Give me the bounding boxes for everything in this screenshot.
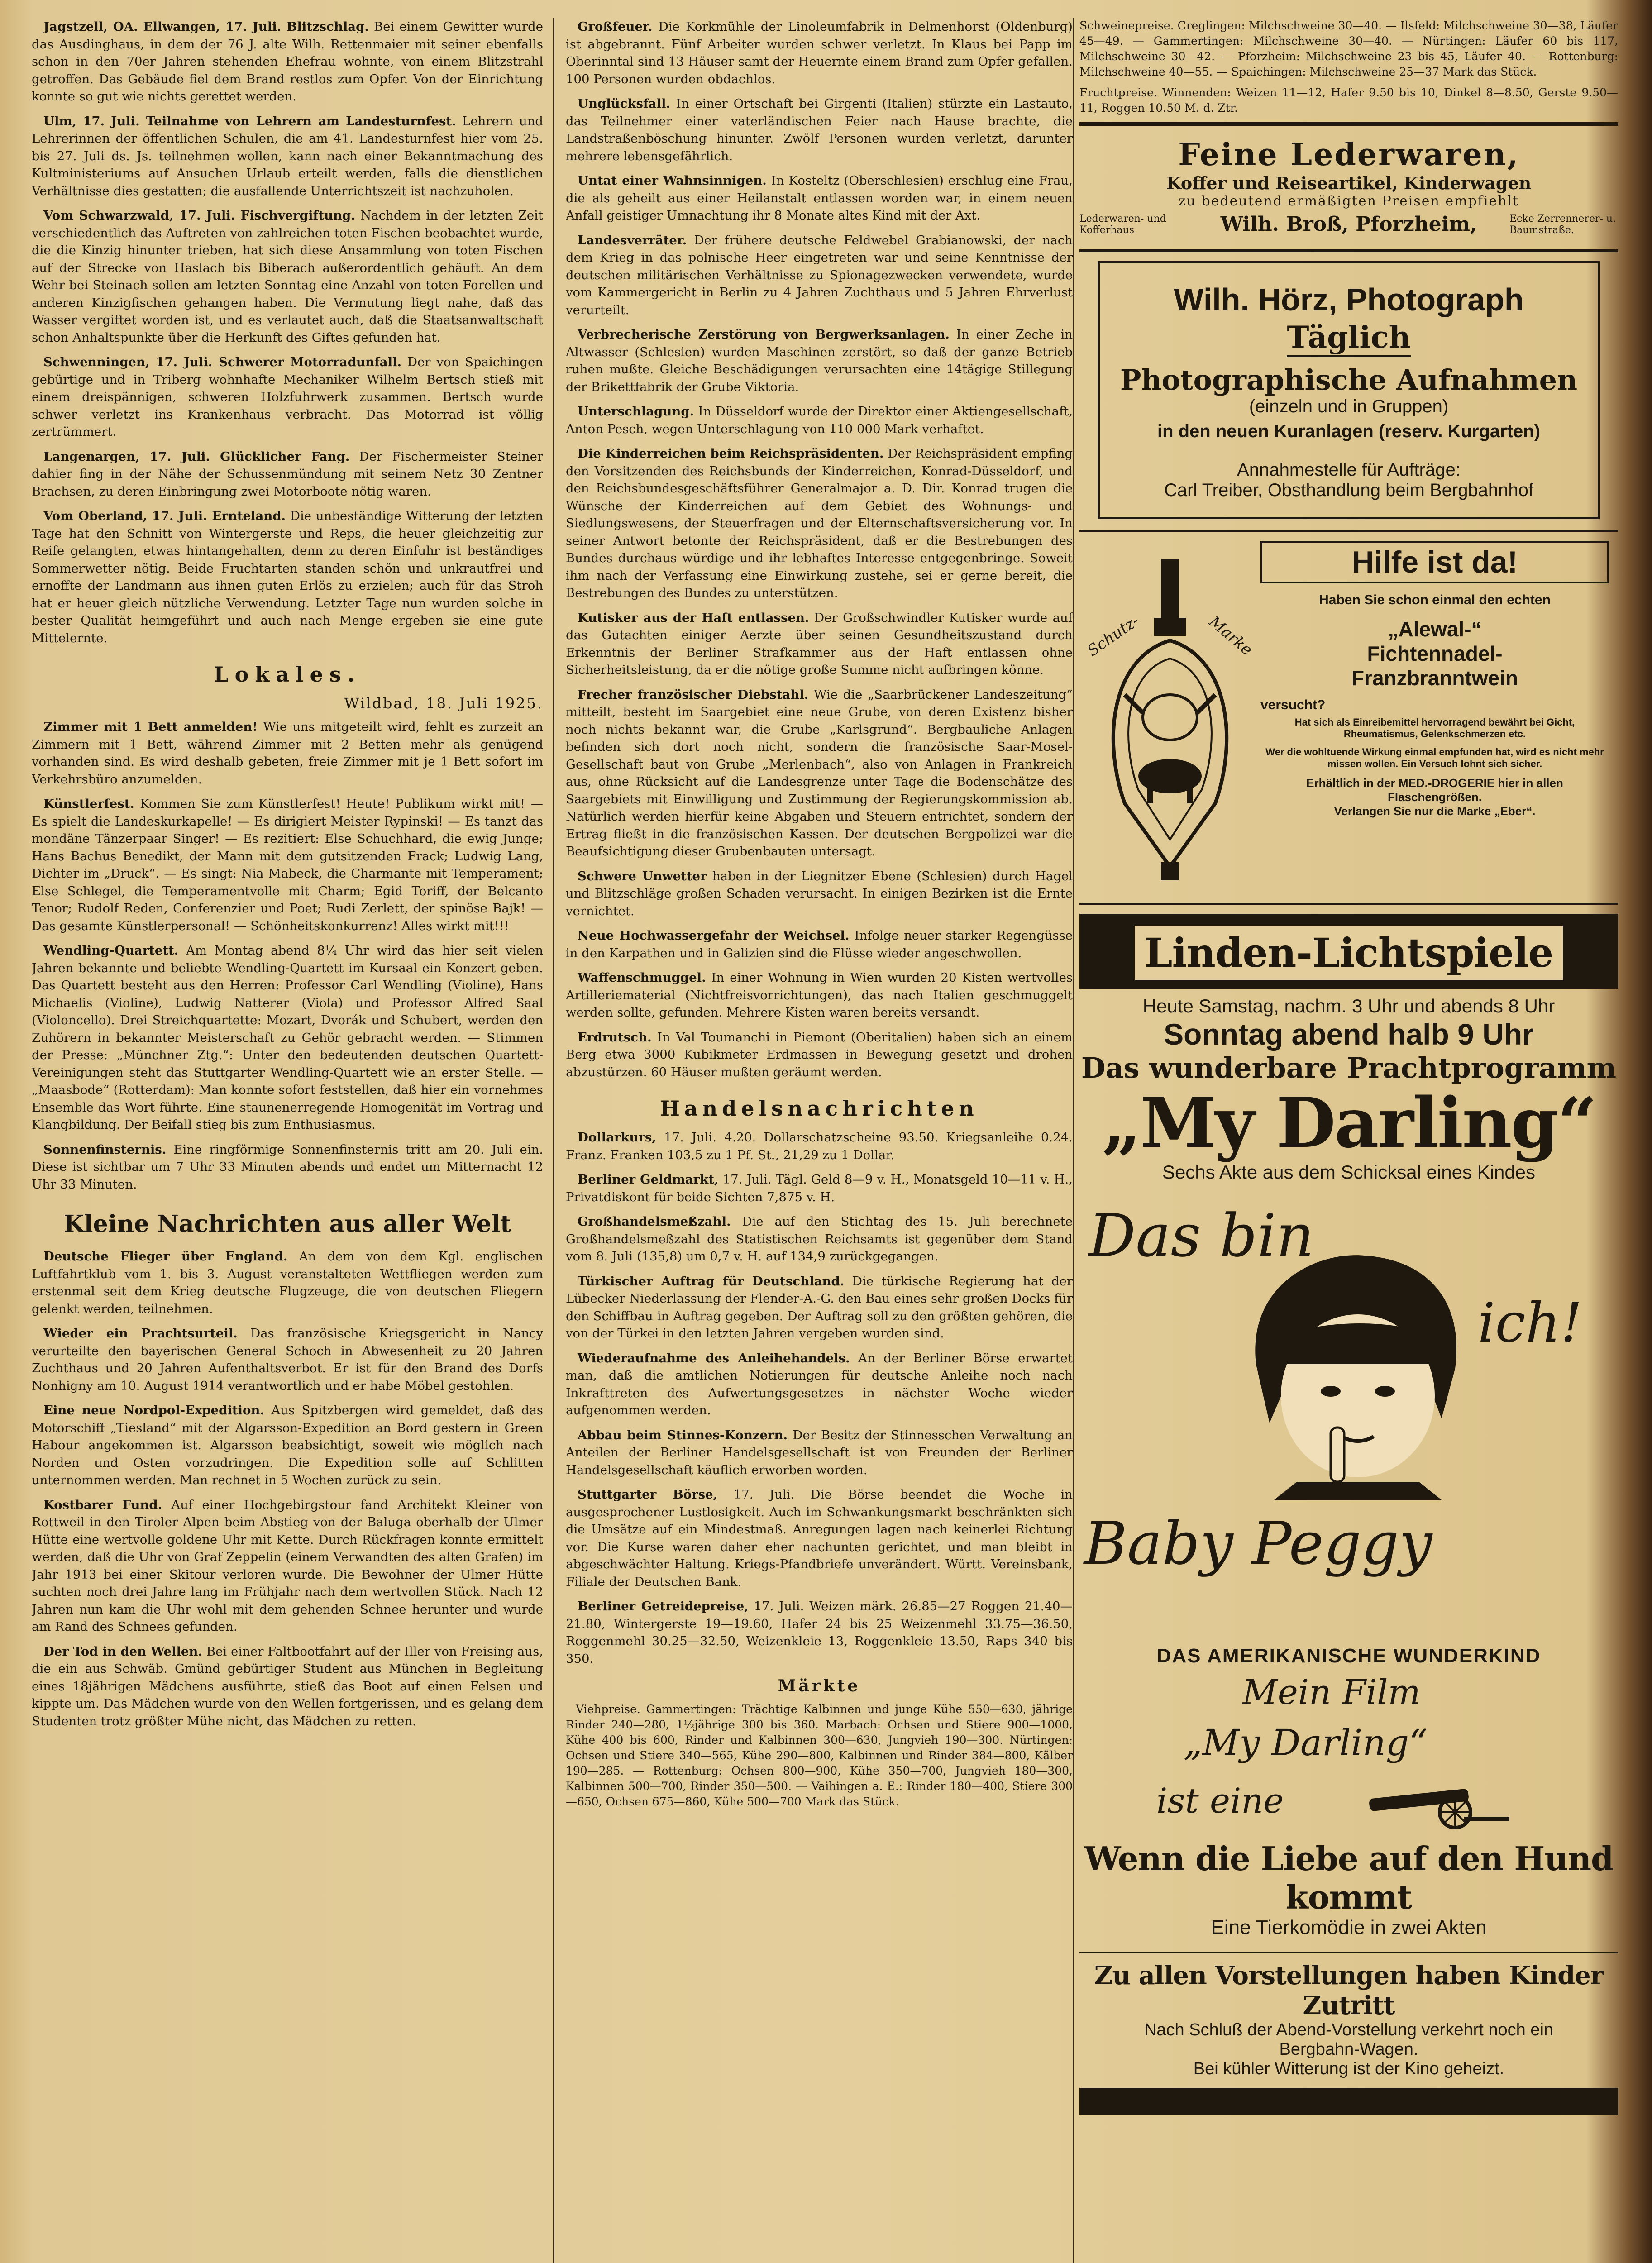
article-body: Bei einer Faltbootfahrt auf der Iller von Freising aus, die ein aus Schwäb. Gmünd gebürtiger Student aus München in Begleitung eines 18jährigen Mädchens ausführte, stieß das Boot auf einen Felsen und kippte um. Das Mädchen wurde von den Wellen fortgerissen, und es gelang dem Studenten trotz größter Mühe nicht, das Mädchen zu retten. [32, 1644, 543, 1728]
ad-alewal-text2: Wer die wohltuende Wirkung einmal empfunden hat, wird es nicht mehr missen wollen. Ein Versuch lohnt sich sicher. [1265, 746, 1604, 769]
article-body: Der Reichspräsident empfing den Vorsitzenden des Reichsbunds der Kinderreichen, Konrad-Düsseldorf, und den Reichsbundesgeschäftsführer Generalmajor a. D. Dir. Konrad trugen die Wünsche der Kinderreichen auf dem Gebiet des Wohnungs- und Siedlungswesens, der Steuerfragen und der Elternschaftsversicherung vor. In seiner Antwort betonte der Reichspräsident, daß er die Bestrebungen des Bundes durchaus würdige und ihr lebhaftes Interesse entgegenbringe. Soweit ihm nach der Verfassung eine Einwirkung zustehe, sei er gerne bereit, die Bestrebungen des Bundes zu unterstützen. [566, 446, 1073, 600]
ad-alewal-headline: Hilfe ist da! [1260, 541, 1609, 583]
ad-alewal-text3: Erhältlich in der MED.-DROGERIE hier in allen Flaschengrößen. [1306, 776, 1563, 804]
ad-photo-line5: Carl Treiber, Obsthandlung beim Bergbahnhof [1164, 480, 1534, 500]
news-article [32, 207, 543, 346]
cinema-line3: Das wunderbare Prachtprogramm [1081, 1051, 1617, 1084]
article-headline: Frecher französischer Diebstahl. [578, 687, 809, 702]
world-article [32, 1643, 543, 1730]
article-headline: Berliner Geldmarkt, [578, 1172, 719, 1187]
article-body: Infolge neuer starker Regengüsse in den Karpathen und in Galizien sind die Flüsse wieder angeschwollen. [566, 928, 1073, 960]
article-headline: Großfeuer. [578, 19, 653, 34]
article-body: Eine ringförmige Sonnenfinsternis tritt am 20. Juli ein. Diese ist sichtbar um 7 Uhr 33 Minuten abends und endet um Mitternacht 12 Uhr 33 Minuten. [32, 1142, 543, 1192]
cinema-line5: Wenn die Liebe auf den Hund kommt [1084, 1839, 1614, 1916]
news-article [566, 927, 1073, 962]
trademark-stamp [1084, 550, 1256, 885]
article-body: In einer Zeche in Altwasser (Schlesien) wurden Maschinen zerstört, so daß der ganze Betrieb ruhen mußte. Gleiche Beschädigungen verursachten eine 14tägige Stillegung der Brikettfabrik der Grube Viktoria. [566, 327, 1073, 394]
cannon-icon [1360, 1781, 1514, 1830]
local-article [32, 718, 543, 788]
article-headline: Untat einer Wahnsinnigen. [578, 173, 767, 188]
news-article [566, 172, 1073, 224]
article-body: 17. Juli. Die Börse beendet die Woche in ausgesprochener Lustlosigkeit. Auch im Schwankungsmarkt beschränkten sich die Umsätze auf ein Mindestmaß. Anregungen lagen nach keinerlei Richtung vor. Die Kurse waren daher eher nachunten gerichtet, und man bleibt in abgeschwächter Haltung. Kriegs-Pfandbriefe unverändert. Württ. Vereinsbank, Filiale der Deutschen Bank. [566, 1487, 1073, 1589]
article-body: In Düsseldorf wurde der Direktor einer Aktiengesellschaft, Anton Pesch, wegen Unterschlagung von 110 000 Mark verhaftet. [566, 404, 1073, 436]
article-headline: Schwenningen, 17. Juli. Schwerer Motorradunfall. [43, 355, 402, 369]
article-body: Die auf den Stichtag des 15. Juli berechnete Großhandelsmeßzahl des Statistischen Reichsamts ist gegenüber dem Stand vom 8. Juli (135,8) um 0,7 v. H. auf 134,9 zurückgegangen. [566, 1214, 1073, 1264]
article-body: Lehrern und Lehrerinnen der öffentlichen Schulen, die am 41. Landesturnfest hier vom 25. bis 27. Juli ds. Js. teilnehmen wollen, kann nach einer Bekanntmachung des Kultministeriums auf Ansuchen Urlaub erteilt werden, falls die dienstlichen Verhältnisse dies gestatten; die ausfallende Unterrichtszeit ist nachzuholen. [32, 114, 543, 198]
news-article [32, 507, 543, 647]
article-headline: Wendling-Quartett. [43, 943, 179, 958]
news-article [566, 445, 1073, 602]
news-article [32, 448, 543, 501]
cinema-line9: Bei kühler Witterung ist der Kino geheizt. [1193, 2059, 1504, 2078]
article-body: Am Montag abend 8¼ Uhr wird das hier seit vielen Jahren bekannte und beliebte Wendling-Quartett im Kursaal ein Konzert geben. Das Quartett besteht aus den Herren: Professor Carl Wendling (Violine), Hans Michaelis (Violine), Ludwig Natterer (Viola) und Professor Alfred Saal (Violoncello). Drei Streichquartette: Mozart, Dvorák und Schubert, werden den Zuhörern in bekannter Meisterschaft zu Gehör gebracht werden. — Stimmen der Presse: „Münchner Ztg.“: Unter den bedeutenden deutschen Quartett-Vereinigungen steht das Stuttgarter Wendling-Quartett wie an erster Stelle. — „Maasbode“ (Rotterdam): Man konnte sofort feststellen, daß hier ein vornehmes Ensemble das Wort führte. Eine staunenerregende Homogenität im Vortrag und Klangbildung. Der Beifall stieg bis zum Enthusiasmus. [32, 943, 543, 1132]
child-portrait-icon [1229, 1246, 1473, 1500]
trade-article [566, 1129, 1073, 1164]
cinema-wunderkind: DAS AMERIKANISCHE WUNDERKIND [1156, 1645, 1541, 1667]
news-article [566, 1029, 1073, 1081]
script-text-1: Das bin [1089, 1201, 1314, 1270]
ad-photo-line1: Photographische Aufnahmen [1120, 363, 1578, 396]
article-headline: Wieder ein Prachtsurteil. [43, 1326, 238, 1341]
news-article [566, 969, 1073, 1022]
article-body: In Val Toumanchi in Piemont (Oberitalien) haben sich an einem Berg etwa 3000 Kubikmeter Erdmassen in Bewegung gesetzt und drohen abzustürzen. 60 Häuser mußten geräumt werden. [566, 1030, 1073, 1079]
article-body: Das französische Kriegsgericht in Nancy verurteilte den bayerischen General Schoch in Abwesenheit zu 20 Jahren Zuchthaus und 20 Jahren Aufenthaltsverbot. Er ist für den Brand des Dorfs Nonhigny am 10. August 1914 verantwortlich und er habe Möbel gestohlen. [32, 1326, 543, 1393]
trade-article [566, 1350, 1073, 1419]
article-body: Wie die „Saarbrückener Landeszeitung“ mitteilt, besteht im Saargebiet eine neue Grube, von deren Existenz bisher noch nichts bekannt war, die Grube „Karlsgrund“. Bergbauliche Anlagen befinden sich dort noch nicht, sondern die französische Saar-Mosel-Gesellschaft baut von Grube „Merlenbach“, also von Anlagen in Frankreich aus, ohne Rücksicht auf die Landesgrenze unter Tage die Bodenschätze des Saargebiets mit Einwilligung und Zustimmung der Regierungskommission ab. Natürlich werden hierfür keine Abgaben und Steuern entrichtet, sondern der Ertrag fließt in die französischen Kassen. Der deutschen Bergpolizei war die Beaufsichtigung dieser Grubenbauten untersagt. [566, 687, 1073, 859]
article-body: Der Besitz der Stinnesschen Verwaltung an Anteilen der Berliner Handelsgesellschaft ist von Freunden der Berliner Handelsgesellschaft käuflich erworben worden. [566, 1428, 1073, 1477]
trade-article [566, 1171, 1073, 1206]
article-headline: Großhandelsmeßzahl. [578, 1214, 731, 1229]
article-headline: Abbau beim Stinnes-Konzern. [578, 1428, 788, 1442]
news-article [32, 113, 543, 200]
column-right [1079, 18, 1618, 2263]
ad-alewal [1079, 530, 1618, 905]
boar-trademark-icon [1084, 550, 1256, 885]
ad-alewal-name2: Fichtennadel- [1367, 642, 1503, 665]
article-body: In einer Ortschaft bei Girgenti (Italien) stürzte ein Lastauto, das Teilnehmer einer vaterländischen Feier nach Hause brachte, die Landstraßenböschung hinunter. Zwölf Personen wurden verletzt, darunter mehrere lebensgefährlich. [566, 96, 1073, 163]
trade-article [566, 1598, 1073, 1667]
article-body: An der Berliner Börse erwartet man, daß die amtlichen Notierungen für deutsche Anleihe noch nach Inkrafttreten des Aufwertungsgesetzes in nächster Woche wieder aufgenommen werden. [566, 1351, 1073, 1418]
cinema-line2: Sonntag abend halb 9 Uhr [1164, 1017, 1534, 1051]
script-text-6: ist eine [1156, 1781, 1284, 1821]
article-headline: Türkischer Auftrag für Deutschland. [578, 1274, 845, 1289]
ad-leder-sub1: Koffer und Reiseartikel, Kinderwagen [1166, 173, 1532, 193]
article-body: Kommen Sie zum Künstlerfest! Heute! Publikum wirkt mit! — Es spielt die Landeskurkapelle! — Es dirigiert Meister Rypinski! — Es tanzt das mondäne Tänzerpaar Singer! — Es rezitiert: Else Schuchhard, die ewig Junge; Hans Bachus Benedikt, der Mann mit dem gutsitzenden Frack; Ludwig Lang, Dichter im „Druck“. — Es singt: Nia Mabeck, die Charmante mit Temperament; Else Schlegel, die Temperamentvolle mit Charm; Egid Toriff, der Belcanto Tenor; Rudolf Reden, Conferenzier und Poet; Rudi Zerlett, der spinöse Bajk! — Das gesamte Künstlerpersonal! — Schönheitskonkurrenz! Alles wirkt mit!!! [32, 797, 543, 933]
article-headline: Schwere Unwetter [578, 869, 707, 883]
article-headline: Stuttgarter Börse, [578, 1487, 718, 1502]
article-headline: Dollarkurs, [578, 1130, 656, 1145]
ad-alewal-text4: Verlangen Sie nur die Marke „Eber“. [1334, 804, 1536, 818]
local-article [32, 1141, 543, 1194]
script-text-4: Mein Film [1242, 1672, 1421, 1712]
ad-leder-name: Wilh. Broß, Pforzheim, [1220, 213, 1477, 236]
divider [1079, 249, 1618, 252]
trade-article [566, 1427, 1073, 1479]
ad-alewal-versucht: versucht? [1260, 697, 1326, 712]
ad-alewal-question: Haben Sie schon einmal den echten [1319, 592, 1551, 607]
cinema-line1: Heute Samstag, nachm. 3 Uhr und abends 8 Uhr [1142, 995, 1555, 1017]
dateline: Wildbad, 18. Juli 1925. [344, 695, 543, 712]
news-article [566, 403, 1073, 438]
ad-alewal-name1: „Alewal-“ [1388, 617, 1482, 641]
world-article [32, 1496, 543, 1636]
news-article [566, 868, 1073, 920]
article-body: Nachdem in der letzten Zeit verschiedentlich das Auftreten von zahlreichen toten Fischen beobachtet wurde, die die Kinzig hinunter trieben, hat sich diese Ansammlung von toten Fischen auf der Strecke von Haslach bis Biberach außerordentlich gehäuft. An dem Wehr bei Steinach sollen am letzten Sonntag eine Anzahl von toten Forellen und anderen Kinzigfischen gehangen haben. Die Vermutung liegt nahe, daß das Wasser vergiftet worden ist, und es verlautet auch, daß die Staatsanwaltschaft schon Anhaltspunkte über die Herkunft des Giftes gefunden hat. [32, 208, 543, 345]
cinema-line6: Eine Tierkomödie in zwei Akten [1211, 1916, 1487, 1938]
article-headline: Ulm, 17. Juli. Teilnahme von Lehrern am Landesturnfest. [43, 114, 456, 129]
article-body: Wie uns mitgeteilt wird, fehlt es zurzeit an Zimmern mit 1 Bett, während Zimmer mit 2 Betten mehr als genügend vorhanden sind. Es wird deshalb gebeten, freie Zimmer mit je 1 Bett sofort im Verkehrsbüro anzumelden. [32, 720, 543, 787]
article-headline: Eine neue Nordpol-Expedition. [43, 1403, 264, 1418]
article-body: Aus Spitzbergen wird gemeldet, daß das Motorschiff „Tiesland“ mit der Algarsson-Expedition an Bord gestern in Green Habour angekommen ist. Algarsson beabsichtigt, soweit wie möglich nach Norden und Osten vorzudringen. Die Expedition solle auf Schlitten unternommen werden. Man rechnet in 5 Wochen zurück zu sein. [32, 1403, 543, 1487]
news-article [566, 232, 1073, 319]
divider [1079, 1952, 1618, 1953]
cinema-film-title: „My Darling“ [1102, 1082, 1596, 1163]
article-headline: Der Tod in den Wellen. [43, 1644, 202, 1659]
article-body: Der Großschwindler Kutisker wurde auf das Gutachten einiger Aerzte über seinen Gesundheitszustand durch Erkenntnis der Berliner Strafkammer aus der Haft entlassen ohne Sicherheitsleistung, da er die nötige große Summe nicht aufbringen könne. [566, 610, 1073, 677]
world-article [32, 1402, 543, 1489]
local-news-list [32, 718, 543, 1193]
ad-cinema [1079, 914, 1618, 2115]
article-headline: Jagstzell, OA. Ellwangen, 17. Juli. Blitzschlag. [43, 19, 369, 34]
news-brief-list [32, 18, 543, 647]
script-text-2: ich! [1478, 1292, 1583, 1355]
world-article [32, 1325, 543, 1394]
article-headline: Unglücksfall. [578, 96, 671, 111]
ad-lederwaren [1079, 132, 1618, 243]
stamp-label-right: Marke [1205, 612, 1256, 659]
article-headline: Kutisker aus der Haft entlassen. [578, 610, 809, 625]
ad-alewal-name3: Franzbranntwein [1351, 666, 1518, 690]
article-body: 17. Juli. Tägl. Geld 8—9 v. H., Monatsgeld 10—11 v. H., Privatdiskont für beide Sichten 7,875 v. H. [566, 1172, 1073, 1204]
news-article [566, 609, 1073, 679]
article-body: Bei einem Gewitter wurde das Ausdinghaus, in dem der 76 J. alte Wilh. Rettenmaier mit seiner ebenfalls schon in den 70er Jahren stehenden Ehefrau wohnte, von einem Blitzstrahl getroffen. Das Gebäude fiel dem Brand restlos zum Opfer. Von der Einrichtung konnte so gut wie nichts gerettet werden. [32, 19, 543, 104]
news-brief-list [566, 18, 1073, 1081]
article-body: Die Korkmühle der Linoleumfabrik in Delmenhorst (Oldenburg) ist abgebrannt. Fünf Arbeiter wurden schwer verletzt. In Klaus bei Papp im Oberinntal sind 13 Häuser samt der Heuernte einem Brand zum Opfer gefallen. 100 Personen wurden obdachlos. [566, 19, 1073, 86]
article-body: Der frühere deutsche Feldwebel Grabianowski, der nach dem Krieg in das polnische Heer eingetreten war und seine Kenntnisse der deutschen militärischen Verhältnisse zu Spionagezwecken verwendete, wurde vom Kammergericht in Berlin zu 4 Jahren Zuchthaus und 5 Jahren Ehrverlust verurteilt. [566, 233, 1073, 317]
article-body: An dem von dem Kgl. englischen Luftfahrtklub vom 1. bis 3. August veranstalteten Wettfliegen werden zum erstenmal seit dem Krieg deutsche Flugzeuge, die von deutschen Fliegern gelenkt werden, teilnehmen. [32, 1249, 543, 1316]
article-headline: Erdrutsch. [578, 1030, 652, 1045]
ad-photograph [1098, 261, 1600, 519]
news-article [566, 95, 1073, 165]
article-headline: Unterschlagung. [578, 404, 694, 419]
column-rule-1 [553, 18, 554, 2263]
news-article [32, 353, 543, 441]
section-heading-welt: Kleine Nachrichten aus aller Welt [63, 1210, 511, 1238]
market-prices: Viehpreise. Gammertingen: Trächtige Kalbinnen und junge Kühe 550—630, jährige Rinder 240—280, 1½jährige 300 bis 360. Marbach: Ochsen und Stiere 900—1000, Kühe 400 bis 600, Rinder und Kalbinnen 300—630, Jungvieh 190—300. Nürtingen: Ochsen und Stiere 340—565, Kühe 290—800, Kalbinnen und Rinder 384—800, Kälber 190—285. — Rottenburg: Ochsen 800—900, Kühe 350—700, Jungvieh 180—300, Kalbinnen 500—700, Rinder 350—500. — Vaihingen a. E.: Rinder 180—400, Stiere 300—650, Ochsen 675—860, Kühe 500—700 Mark das Stück. [566, 1703, 1073, 1808]
article-body: 17. Juli. 4.20. Dollarschatzscheine 93.50. Kriegsanleihe 0.24. Franz. Franken 103,5 zu 1 Pf. St., 21,29 zu 1 Dollar. [566, 1130, 1073, 1162]
stamp-label-left: Schutz- [1084, 611, 1142, 660]
cinema-line4: Sechs Akte aus dem Schicksal eines Kindes [1162, 1161, 1536, 1183]
news-article [32, 18, 543, 105]
column-left [32, 18, 543, 2263]
ad-photo-line4: Annahmestelle für Aufträge: [1237, 460, 1461, 480]
column-middle [566, 18, 1073, 2263]
ad-leder-right: Ecke Zerrennerer- u. Baumstraße. [1509, 213, 1616, 236]
article-headline: Künstlerfest. [43, 797, 134, 811]
script-text-3: Baby Peggy [1084, 1509, 1432, 1578]
article-headline: Deutsche Flieger über England. [43, 1249, 288, 1264]
ad-leder-title: Feine Lederwaren, [1178, 137, 1519, 173]
section-heading-lokales: Lokales. [214, 662, 361, 687]
article-body: Auf einer Hochgebirgstour fand Architekt Kleiner von Rottweil in den Tiroler Alpen beim Abstieg von der Baluga oberhalb der Ulmer Hütte eine wertvolle goldene Uhr mit Kette. Durch Rückfragen konnte ermittelt werden, daß die Uhr von Graf Zeppelin (einem Verwandten des alten Grafen) im Jahr 1913 bei einer Skitour verloren wurde. Die Bewohner der Ulmer Hütte suchten noch drei Jahre lang im Frühjahr nach dem wertvollen Stück. Nach 12 Jahren nun kam die Uhr wohl mit dem gehenden Schnee herunter und wurde am Rand des Schnees gefunden. [32, 1497, 543, 1634]
news-article [566, 686, 1073, 860]
article-body: 17. Juli. Weizen märk. 26.85—27 Roggen 21.40—21.80, Wintergerste 19—19.60, Hafer 24 bis 25 Weizenmehl 33.75—36.50, Roggenmehl 30.25—32.50, Weizenkleie 13, Roggenkleie 13.50, Raps 340 bis 350. [566, 1599, 1073, 1666]
trade-article [566, 1273, 1073, 1342]
article-headline: Vom Oberland, 17. Juli. Ernteland. [43, 509, 286, 523]
ad-alewal-text1: Hat sich als Einreibemittel hervorragend bewährt bei Gicht, Rheumatismus, Gelenkschmerzen etc. [1294, 716, 1575, 740]
article-body: In Kosteltz (Oberschlesien) erschlug eine Frau, die als geheilt aus einer Heilanstalt entlassen worden war, in einem neuen Anfall geistiger Umnachtung ihr 8 Monate altes Kind mit der Axt. [566, 173, 1073, 223]
article-headline: Kostbarer Fund. [43, 1497, 162, 1512]
ad-photo-line2: (einzeln und in Gruppen) [1249, 396, 1449, 416]
trade-news-list [566, 1129, 1073, 1667]
article-body: Die unbeständige Witterung der letzten Tage hat den Schnitt von Wintergerste und Reps, die heuer gleichzeitig zur Reife gelangten, etwas hintangehalten, denn zu deren Einfuhr ist beständiges Sommerwetter nötig. Beide Fruchtarten standen schön und unkrautfrei und ernoffte der Landmann aus ihnen guten Erlös zu erzielen; auch für das Stroh hat er heuer gleich nützliche Verwendung. Letzter Tage nun wurden solche in bester Qualität heimgeführt und auch nach Menge ergeben sie eine gute Mittelernte. [32, 509, 543, 645]
section-heading-handel: Handelsnachrichten [660, 1096, 979, 1121]
ad-leder-left: Lederwaren- und Kofferhaus [1079, 213, 1166, 236]
cinema-line8: Nach Schluß der Abend-Vorstellung verkehrt noch ein Bergbahn-Wagen. [1144, 2020, 1554, 2059]
news-article [566, 326, 1073, 396]
article-headline: Berliner Getreidepreise, [578, 1599, 749, 1614]
news-article [566, 18, 1073, 88]
section-heading-maerkte: Märkte [778, 1676, 861, 1695]
article-headline: Wiederaufnahme des Anleihehandels. [578, 1351, 850, 1365]
article-headline: Die Kinderreichen beim Reichspräsidenten. [578, 446, 884, 461]
ad-photo-line3: in den neuen Kuranlagen (reserv. Kurgarten) [1157, 421, 1541, 441]
article-headline: Verbrecherische Zerstörung von Bergwerksanlagen. [578, 327, 950, 342]
article-body: haben in der Liegnitzer Ebene (Schlesien) durch Hagel und Blitzschläge großen Schaden verursacht. In einigen Bezirken ist die Ernte vernichtet. [566, 869, 1073, 918]
article-body: Der von Spaichingen gebürtige und in Triberg wohnhafte Mechaniker Wilhelm Bertsch stieß mit einem dreispännigen, schweren Holzfuhrwerk zusammen. Bertsch wurde schwer verletzt ins Krankenhaus verbracht. Das Motorrad ist völlig zertrümmert. [32, 355, 543, 439]
ad-photo-title: Wilh. Hörz, Photograph [1174, 282, 1524, 317]
fruit-prices: Fruchtpreise. Winnenden: Weizen 11—12, Hafer 9.50 bis 10, Dinkel 8—8.50, Gerste 9.50—11, Roggen 10.50 M. d. Ztr. [1079, 86, 1618, 115]
trade-article [566, 1213, 1073, 1265]
cinema-footer-bar [1079, 2088, 1618, 2115]
world-news-list [32, 1248, 543, 1730]
divider [1079, 122, 1618, 126]
article-headline: Zimmer mit 1 Bett anmelden! [43, 720, 258, 734]
baby-peggy-illustration [1079, 1192, 1618, 1645]
script-block [1079, 1667, 1618, 1839]
pig-prices: Schweinepreise. Creglingen: Milchschweine 30—40. — Ilsfeld: Milchschweine 30—38, Läufer 45—49. — Gammertingen: Milchschweine 30—40. — Nürtingen: Läufer 60 bis 117, Milchschweine 30—42. — Pforzheim: Milchschweine 23 bis 45, Läufer 40. — Rottenburg: Milchschweine 40—55. — Spaichingen: Milchschweine 25—37 Mark das Stück. [1079, 19, 1618, 78]
article-body: Die türkische Regierung hat der Lübecker Niederlassung der Flender-A.-G. den Bau eines sehr großen Docks für den Schiffbau in Auftrag gegeben. Der Auftrag soll zu den größten gehören, die von der Türkei in den letzten Jahren vergeben wurden sind. [566, 1274, 1073, 1341]
article-headline: Langenargen, 17. Juli. Glücklicher Fang. [43, 449, 350, 464]
local-article [32, 942, 543, 1134]
article-headline: Sonnenfinsternis. [43, 1142, 167, 1157]
article-body: In einer Wohnung in Wien wurden 20 Kisten wertvolles Artilleriematerial (Nichtfreisvorrichtungen), das nach Italien geschmuggelt werden sollte, gefunden. Mehrere Kisten waren bereits versandt. [566, 970, 1073, 1020]
local-article [32, 795, 543, 935]
world-article [32, 1248, 543, 1318]
article-body: Der Fischermeister Steiner dahier fing in der Nähe der Schussenmündung mit seinem Netz 30 Zentner Brachsen, zu deren Einbringung zwei Motorboote nötig waren. [32, 449, 543, 499]
article-headline: Vom Schwarzwald, 17. Juli. Fischvergiftung. [43, 208, 355, 223]
script-text-5: „My Darling“ [1184, 1722, 1428, 1764]
trade-article [566, 1486, 1073, 1590]
column-rule-2 [1073, 18, 1074, 2263]
cinema-title: Linden-Lichtspiele [1135, 926, 1563, 980]
cinema-line7: Zu allen Vorstellungen haben Kinder Zutritt [1094, 1961, 1604, 2020]
ad-photo-daily: Täglich [1287, 320, 1410, 357]
ad-leder-sub2: zu bedeutend ermäßigten Preisen empfiehlt [1178, 193, 1519, 209]
article-headline: Landesverräter. [578, 233, 687, 248]
article-headline: Neue Hochwassergefahr der Weichsel. [578, 928, 850, 943]
article-headline: Waffenschmuggel. [578, 970, 706, 985]
